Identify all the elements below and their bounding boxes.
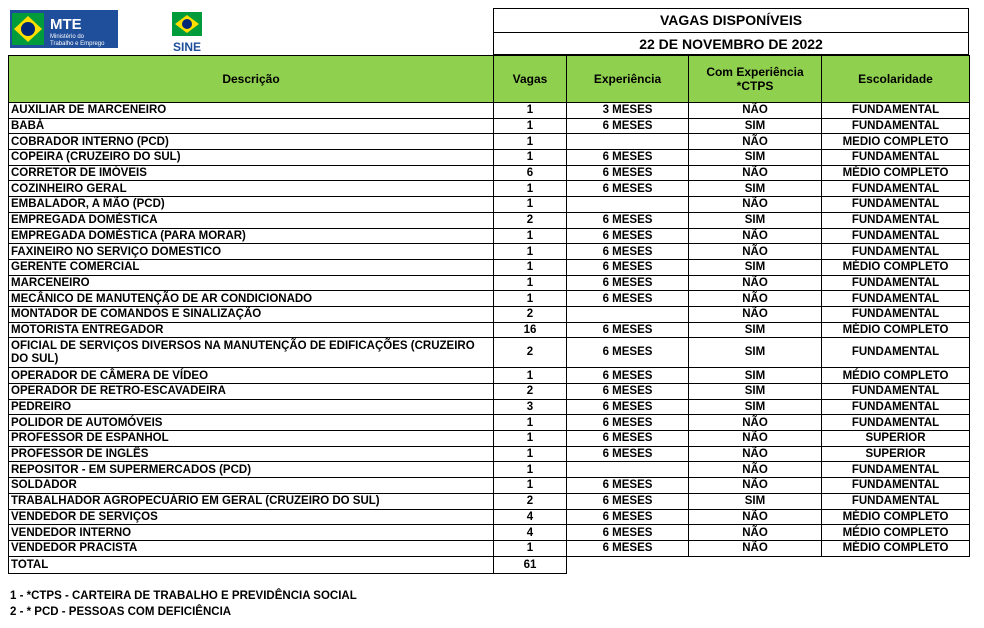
table-row — [9, 197, 970, 213]
table-row — [9, 275, 970, 291]
cell-descricao: PEDREIRO — [9, 399, 494, 415]
cell-escolaridade: MÉDIO COMPLETO — [822, 259, 970, 275]
cell-descricao: CORRETOR DE IMÓVEIS — [9, 165, 494, 181]
page-date: 22 DE NOVEMBRO DE 2022 — [494, 32, 968, 56]
cell-vagas: 1 — [494, 228, 567, 244]
cell-descricao: TRABALHADOR AGROPECUÁRIO EM GERAL (CRUZEIRO DO SUL) — [9, 493, 494, 509]
table-row — [9, 291, 970, 307]
cell-vagas: 6 — [494, 165, 567, 181]
cell-escolaridade: FUNDAMENTAL — [822, 338, 970, 368]
cell-experiencia: 6 MESES — [567, 244, 689, 260]
cell-ctps: NÃO — [689, 509, 822, 525]
cell-escolaridade: FUNDAMENTAL — [822, 291, 970, 307]
table-row — [9, 446, 970, 462]
cell-ctps: SIM — [689, 322, 822, 338]
cell-ctps: NÃO — [689, 275, 822, 291]
cell-ctps: NÃO — [689, 525, 822, 541]
cell-ctps: SIM — [689, 212, 822, 228]
cell-experiencia — [567, 134, 689, 150]
cell-vagas: 1 — [494, 118, 567, 134]
cell-experiencia: 6 MESES — [567, 165, 689, 181]
cell-descricao: POLIDOR DE AUTOMÓVEIS — [9, 415, 494, 431]
cell-ctps: SIM — [689, 150, 822, 166]
cell-escolaridade: FUNDAMENTAL — [822, 197, 970, 213]
cell-descricao: COZINHEIRO GERAL — [9, 181, 494, 197]
mte-logo-text: MTE — [50, 16, 82, 33]
table-body — [9, 103, 970, 557]
sine-logo — [164, 10, 210, 54]
cell-escolaridade: FUNDAMENTAL — [822, 462, 970, 478]
cell-descricao: PROFESSOR DE INGLÊS — [9, 446, 494, 462]
cell-experiencia: 6 MESES — [567, 322, 689, 338]
mte-logo — [10, 10, 118, 48]
cell-vagas: 1 — [494, 368, 567, 384]
cell-descricao: VENDEDOR PRACISTA — [9, 540, 494, 556]
cell-descricao: MARCENEIRO — [9, 275, 494, 291]
title-box — [493, 8, 969, 55]
cell-escolaridade: MÉDIO COMPLETO — [822, 165, 970, 181]
cell-ctps: NÃO — [689, 291, 822, 307]
cell-vagas: 1 — [494, 244, 567, 260]
cell-experiencia: 6 MESES — [567, 525, 689, 541]
total-blank — [689, 556, 822, 573]
total-blank — [567, 556, 689, 573]
cell-escolaridade: FUNDAMENTAL — [822, 306, 970, 322]
cell-descricao: REPOSITOR - EM SUPERMERCADOS (PCD) — [9, 462, 494, 478]
cell-descricao: COPEIRA (CRUZEIRO DO SUL) — [9, 150, 494, 166]
cell-descricao: OPERADOR DE RETRO-ESCAVADEIRA — [9, 384, 494, 400]
cell-experiencia: 6 MESES — [567, 478, 689, 494]
cell-descricao: PROFESSOR DE ESPANHOL — [9, 431, 494, 447]
table-row — [9, 244, 970, 260]
cell-experiencia: 6 MESES — [567, 384, 689, 400]
table-row — [9, 150, 970, 166]
cell-ctps: SIM — [689, 259, 822, 275]
cell-descricao: SOLDADOR — [9, 478, 494, 494]
cell-ctps: NÃO — [689, 197, 822, 213]
cell-escolaridade: MÉDIO COMPLETO — [822, 509, 970, 525]
table-row — [9, 134, 970, 150]
cell-ctps: NÃO — [689, 165, 822, 181]
sine-logo-text: SINE — [172, 40, 202, 54]
document-header — [8, 8, 969, 55]
column-header-experiencia: Experiência — [567, 56, 689, 103]
cell-experiencia: 6 MESES — [567, 399, 689, 415]
table-row — [9, 322, 970, 338]
cell-experiencia: 6 MESES — [567, 291, 689, 307]
total-row — [9, 556, 970, 573]
cell-ctps: NÃO — [689, 306, 822, 322]
cell-escolaridade: FUNDAMENTAL — [822, 399, 970, 415]
cell-vagas: 1 — [494, 291, 567, 307]
cell-escolaridade: FUNDAMENTAL — [822, 228, 970, 244]
cell-ctps: NÃO — [689, 478, 822, 494]
cell-escolaridade: FUNDAMENTAL — [822, 478, 970, 494]
cell-experiencia: 6 MESES — [567, 415, 689, 431]
cell-ctps: NÃO — [689, 415, 822, 431]
table-row — [9, 368, 970, 384]
cell-ctps: SIM — [689, 399, 822, 415]
cell-vagas: 2 — [494, 306, 567, 322]
total-value: 61 — [494, 556, 567, 573]
cell-descricao: MONTADOR DE COMANDOS E SINALIZAÇÃO — [9, 306, 494, 322]
cell-vagas: 1 — [494, 478, 567, 494]
cell-vagas: 1 — [494, 431, 567, 447]
cell-descricao: VENDEDOR INTERNO — [9, 525, 494, 541]
footnotes — [10, 588, 357, 620]
cell-experiencia: 6 MESES — [567, 259, 689, 275]
cell-escolaridade: FUNDAMENTAL — [822, 118, 970, 134]
cell-experiencia — [567, 462, 689, 478]
cell-escolaridade: FUNDAMENTAL — [822, 150, 970, 166]
cell-experiencia: 6 MESES — [567, 150, 689, 166]
cell-experiencia — [567, 197, 689, 213]
cell-vagas: 1 — [494, 150, 567, 166]
cell-ctps: NÃO — [689, 540, 822, 556]
table-row — [9, 306, 970, 322]
cell-ctps: NÃO — [689, 244, 822, 260]
cell-ctps: NÃO — [689, 431, 822, 447]
cell-escolaridade: MÉDIO COMPLETO — [822, 368, 970, 384]
cell-escolaridade: MEDIO COMPLETO — [822, 134, 970, 150]
page-title: VAGAS DISPONÍVEIS — [659, 12, 803, 28]
table-row — [9, 431, 970, 447]
table-row — [9, 415, 970, 431]
total-blank — [822, 556, 970, 573]
cell-escolaridade: FUNDAMENTAL — [822, 181, 970, 197]
cell-escolaridade: FUNDAMENTAL — [822, 415, 970, 431]
cell-escolaridade: FUNDAMENTAL — [822, 103, 970, 119]
table-row — [9, 540, 970, 556]
cell-escolaridade: FUNDAMENTAL — [822, 384, 970, 400]
cell-vagas: 1 — [494, 197, 567, 213]
cell-ctps: NÃO — [689, 103, 822, 119]
cell-vagas: 1 — [494, 540, 567, 556]
cell-descricao: EMBALADOR, A MÃO (PCD) — [9, 197, 494, 213]
cell-experiencia: 6 MESES — [567, 431, 689, 447]
cell-experiencia — [567, 306, 689, 322]
cell-descricao: BABÁ — [9, 118, 494, 134]
table-row — [9, 181, 970, 197]
mte-logo-sub2: Trabalho e Emprego — [50, 41, 105, 47]
cell-vagas: 1 — [494, 275, 567, 291]
total-label: TOTAL — [9, 556, 494, 573]
cell-vagas: 4 — [494, 525, 567, 541]
table-row — [9, 462, 970, 478]
cell-escolaridade: MÉDIO COMPLETO — [822, 322, 970, 338]
cell-experiencia: 6 MESES — [567, 493, 689, 509]
cell-ctps: SIM — [689, 384, 822, 400]
cell-descricao: EMPREGADA DOMÉSTICA (PARA MORAR) — [9, 228, 494, 244]
cell-escolaridade: MÉDIO COMPLETO — [822, 525, 970, 541]
cell-escolaridade: FUNDAMENTAL — [822, 244, 970, 260]
cell-vagas: 2 — [494, 493, 567, 509]
cell-vagas: 1 — [494, 462, 567, 478]
cell-ctps: SIM — [689, 118, 822, 134]
cell-ctps: SIM — [689, 181, 822, 197]
footnote-pcd: 2 - * PCD - PESSOAS COM DEFICIÊNCIA — [10, 606, 232, 618]
cell-descricao: EMPREGADA DOMÉSTICA — [9, 212, 494, 228]
cell-vagas: 1 — [494, 103, 567, 119]
table-row — [9, 399, 970, 415]
cell-descricao: COBRADOR INTERNO (PCD) — [9, 134, 494, 150]
cell-ctps: NÃO — [689, 134, 822, 150]
cell-vagas: 4 — [494, 509, 567, 525]
cell-descricao: AUXILIAR DE MARCENEIRO — [9, 103, 494, 119]
cell-vagas: 1 — [494, 446, 567, 462]
cell-vagas: 3 — [494, 399, 567, 415]
cell-ctps: NÃO — [689, 228, 822, 244]
footnote-ctps: 1 - *CTPS - CARTEIRA DE TRABALHO E PREVIDÊNCIA SOCIAL — [10, 590, 357, 602]
cell-experiencia: 6 MESES — [567, 509, 689, 525]
cell-escolaridade: MÉDIO COMPLETO — [822, 540, 970, 556]
cell-vagas: 2 — [494, 212, 567, 228]
cell-escolaridade: FUNDAMENTAL — [822, 212, 970, 228]
cell-experiencia: 6 MESES — [567, 338, 689, 368]
cell-descricao: GERENTE COMERCIAL — [9, 259, 494, 275]
cell-vagas: 2 — [494, 384, 567, 400]
column-header-vagas: Vagas — [494, 56, 567, 103]
mte-logo-sub1: Ministério do — [50, 34, 85, 40]
cell-experiencia: 6 MESES — [567, 540, 689, 556]
table-row — [9, 118, 970, 134]
cell-experiencia: 6 MESES — [567, 446, 689, 462]
cell-vagas: 1 — [494, 181, 567, 197]
table-row — [9, 103, 970, 119]
cell-experiencia: 6 MESES — [567, 228, 689, 244]
table-header-row — [9, 56, 970, 103]
cell-ctps: SIM — [689, 368, 822, 384]
cell-vagas: 1 — [494, 415, 567, 431]
table-row — [9, 509, 970, 525]
table-row — [9, 228, 970, 244]
cell-vagas: 16 — [494, 322, 567, 338]
table-row — [9, 525, 970, 541]
cell-ctps: SIM — [689, 338, 822, 368]
logos-area — [8, 8, 493, 55]
cell-descricao: OPERADOR DE CÂMERA DE VÍDEO — [9, 368, 494, 384]
cell-ctps: NÃO — [689, 462, 822, 478]
cell-experiencia: 6 MESES — [567, 275, 689, 291]
cell-vagas: 2 — [494, 338, 567, 368]
table-row — [9, 384, 970, 400]
table-row — [9, 259, 970, 275]
cell-escolaridade: FUNDAMENTAL — [822, 493, 970, 509]
cell-experiencia: 6 MESES — [567, 118, 689, 134]
cell-descricao: MOTORISTA ENTREGADOR — [9, 322, 494, 338]
cell-vagas: 1 — [494, 259, 567, 275]
cell-experiencia: 6 MESES — [567, 212, 689, 228]
cell-escolaridade: SUPERIOR — [822, 446, 970, 462]
column-header-ctps: Com Experiência *CTPS — [689, 56, 822, 103]
cell-descricao: VENDEDOR DE SERVIÇOS — [9, 509, 494, 525]
cell-experiencia: 3 MESES — [567, 103, 689, 119]
cell-ctps: SIM — [689, 493, 822, 509]
cell-descricao: FAXINEIRO NO SERVIÇO DOMESTICO — [9, 244, 494, 260]
table-row — [9, 493, 970, 509]
table-row — [9, 212, 970, 228]
job-vacancies-table — [8, 55, 970, 574]
cell-descricao: OFICIAL DE SERVIÇOS DIVERSOS NA MANUTENÇÃO DE EDIFICAÇÕES (CRUZEIRO DO SUL) — [9, 338, 494, 368]
table-row — [9, 165, 970, 181]
table-row — [9, 478, 970, 494]
table-row — [9, 338, 970, 368]
cell-experiencia: 6 MESES — [567, 368, 689, 384]
cell-experiencia: 6 MESES — [567, 181, 689, 197]
cell-escolaridade: FUNDAMENTAL — [822, 275, 970, 291]
cell-descricao: MECÂNICO DE MANUTENÇÃO DE AR CONDICIONADO — [9, 291, 494, 307]
column-header-descricao: Descrição — [9, 56, 494, 103]
cell-ctps: NÃO — [689, 446, 822, 462]
column-header-escolaridade: Escolaridade — [822, 56, 970, 103]
cell-escolaridade: SUPERIOR — [822, 431, 970, 447]
cell-vagas: 1 — [494, 134, 567, 150]
